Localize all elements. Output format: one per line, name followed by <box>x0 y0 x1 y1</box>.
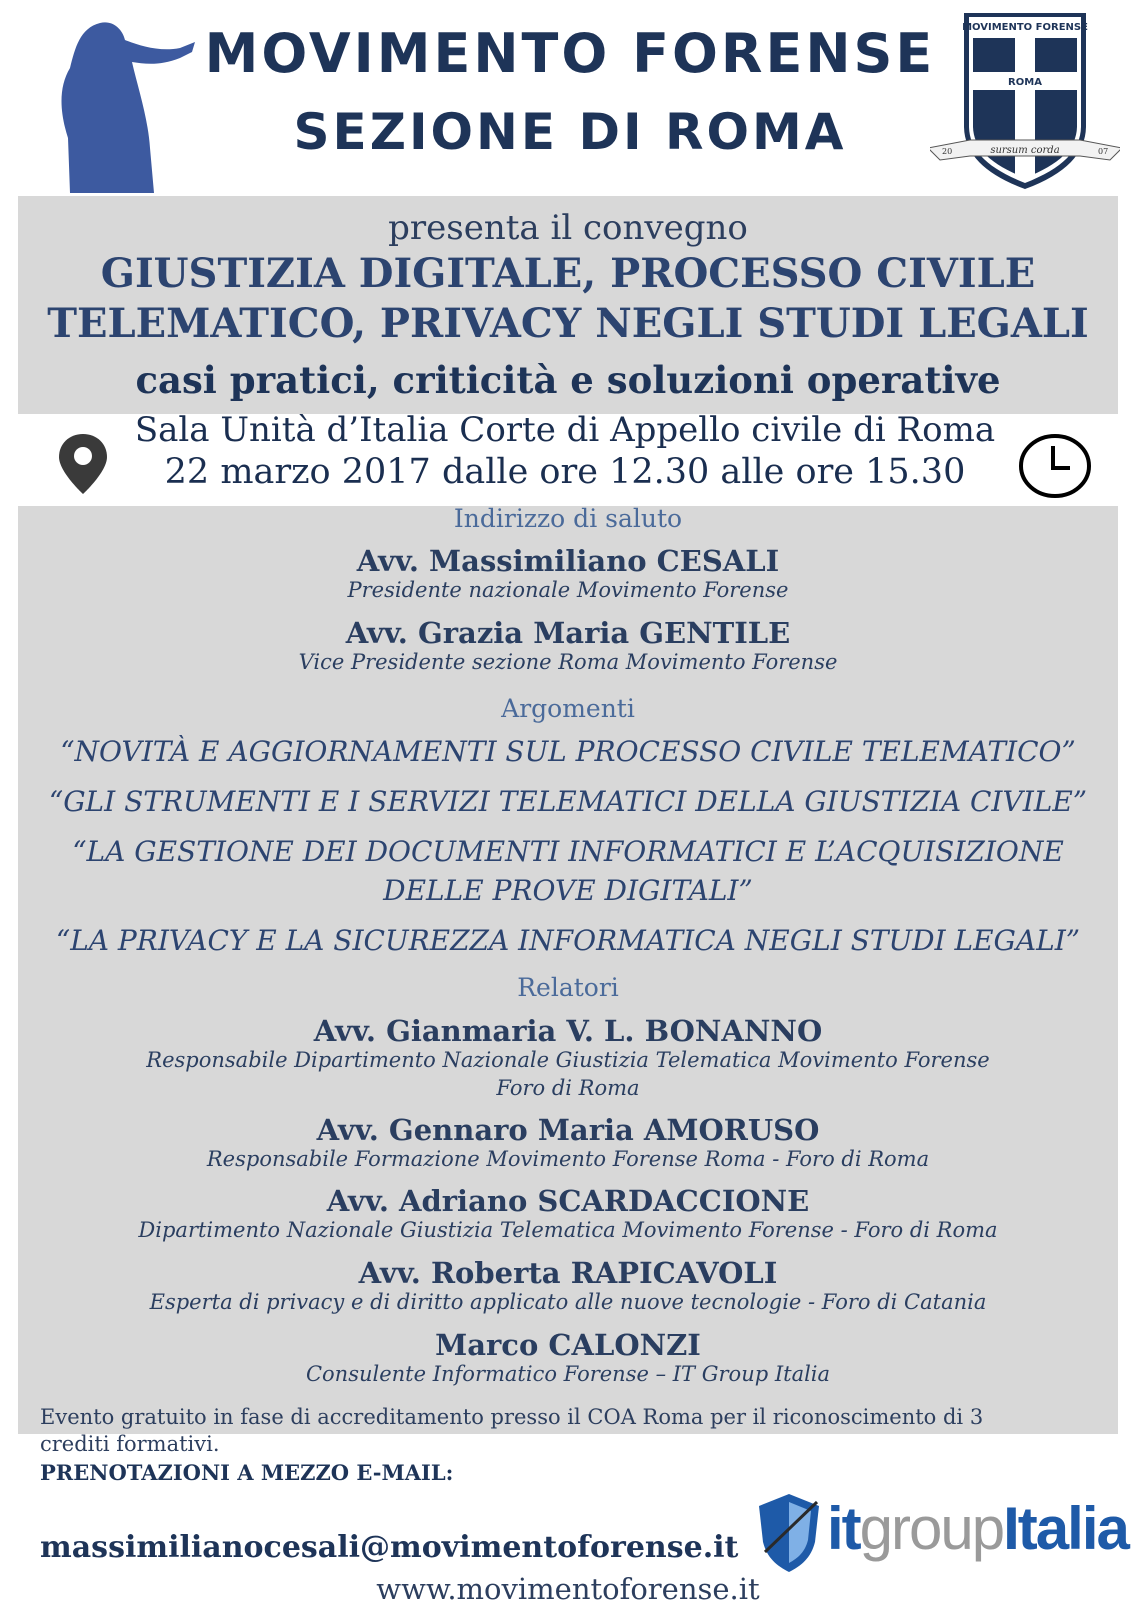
greeting-speaker-role: Presidente nazionale Movimento Forense <box>347 578 789 602</box>
header-title: MOVIMENTO FORENSE <box>204 22 936 85</box>
greeting-speaker-name: Avv. Grazia Maria GENTILE <box>345 616 791 650</box>
conference-title-line2: TELEMATICO, PRIVACY NEGLI STUDI LEGALI <box>47 300 1089 347</box>
statue-logo <box>30 18 200 193</box>
conference-subtitle: casi pratici, criticità e soluzioni operative <box>135 358 1001 402</box>
topic-item: “GLI STRUMENTI E I SERVIZI TELEMATICI DELLA GIUSTIZIA CIVILE” <box>48 785 1088 818</box>
venue-place: Sala Unità d’Italia Corte di Appello civile di Roma <box>134 410 996 450</box>
shield-motto: sursum corda <box>990 145 1060 156</box>
sponsor-name-part: group <box>859 1495 1004 1562</box>
presenta-text: presenta il convegno <box>388 208 748 248</box>
speaker-name: Avv. Gianmaria V. L. BONANNO <box>313 1014 823 1048</box>
speakers-section-label: Relatori <box>517 973 619 1002</box>
greeting-speaker-name: Avv. Massimiliano CESALI <box>356 544 780 578</box>
speaker-name: Avv. Roberta RAPICAVOLI <box>358 1256 778 1290</box>
speaker-role: Dipartimento Nazionale Giustizia Telematica Movimento Forense - Foro di Roma <box>138 1218 998 1242</box>
speaker-name: Avv. Adriano SCARDACCIONE <box>326 1184 810 1218</box>
speaker-role: Responsabile Formazione Movimento Forense Roma - Foro di Roma <box>206 1147 930 1171</box>
location-pin-icon <box>55 432 111 496</box>
topic-item-continuation: DELLE PROVE DIGITALI” <box>383 874 753 907</box>
header-subtitle: SEZIONE DI ROMA <box>293 103 847 161</box>
booking-email-link[interactable]: massimilianocesali@movimentoforense.it <box>40 1530 739 1565</box>
shield-icon <box>755 1492 823 1574</box>
topics-section-label: Argomenti <box>501 694 635 723</box>
speaker-name: Avv. Gennaro Maria AMORUSO <box>316 1113 820 1147</box>
booking-label: PRENOTAZIONI A MEZZO E-MAIL: <box>40 1460 454 1485</box>
conference-title-line1: GIUSTIZIA DIGITALE, PROCESSO CIVILE <box>100 250 1036 297</box>
speaker-role: Consulente Informatico Forense – IT Group Italia <box>305 1362 831 1386</box>
website-link[interactable]: www.movimentoforense.it <box>376 1572 760 1606</box>
shield-year-left: 20 <box>942 147 953 156</box>
itgroup-italia-logo <box>755 1488 1128 1578</box>
greeting-speaker-role: Vice Presidente sezione Roma Movimento Forense <box>298 650 838 674</box>
speaker-role: Foro di Roma <box>496 1076 640 1100</box>
topic-item: “LA GESTIONE DEI DOCUMENTI INFORMATICI E L’ACQUISIZIONE <box>72 835 1064 868</box>
speaker-name: Marco CALONZI <box>435 1328 701 1362</box>
movimento-forense-shield-logo <box>930 8 1120 198</box>
topic-item: “LA PRIVACY E LA SICUREZZA INFORMATICA NEGLI STUDI LEGALI” <box>55 924 1081 957</box>
speaker-role: Responsabile Dipartimento Nazionale Giustizia Telematica Movimento Forense <box>146 1048 990 1072</box>
footer-note: crediti formativi. <box>40 1432 220 1456</box>
shield-city-text: ROMA <box>1008 77 1042 88</box>
venue-datetime: 22 marzo 2017 dalle ore 12.30 alle ore 15.30 <box>164 452 966 492</box>
footer-note: Evento gratuito in fase di accreditamento presso il COA Roma per il riconoscimento di 3 <box>40 1405 984 1429</box>
clock-icon <box>1018 432 1092 500</box>
sponsor-name-part: it <box>827 1495 860 1562</box>
topic-item: “NOVITÀ E AGGIORNAMENTI SUL PROCESSO CIVILE TELEMATICO” <box>60 735 1076 768</box>
greeting-section-label: Indirizzo di saluto <box>453 504 683 533</box>
speaker-role: Esperta di privacy e di diritto applicato alle nuove tecnologie - Foro di Catania <box>149 1290 987 1314</box>
sponsor-name-part: Italia <box>1003 1495 1128 1562</box>
shield-top-text: MOVIMENTO FORENSE <box>962 22 1088 33</box>
shield-year-right: 07 <box>1098 147 1109 156</box>
